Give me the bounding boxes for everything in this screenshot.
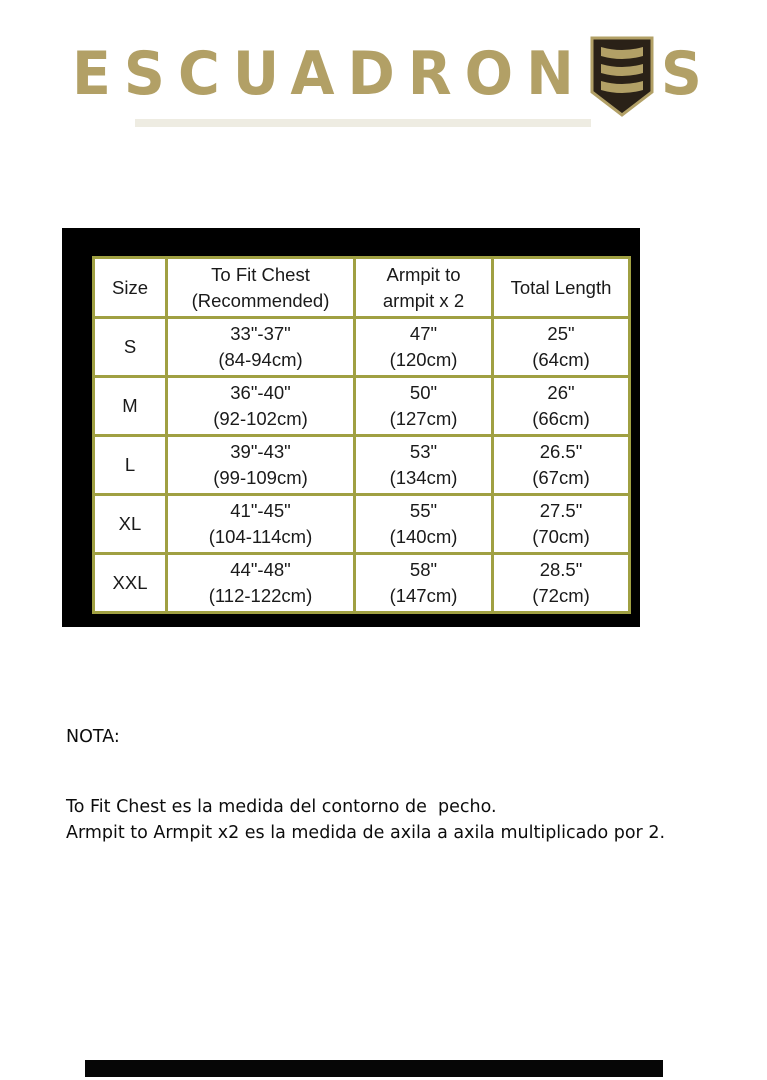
brand-name-part1: ESCUADRON: [72, 39, 587, 109]
cell-chest: [167, 436, 355, 495]
cell-length: [493, 495, 630, 554]
cell-inches: 50": [409, 382, 438, 403]
cell-armpit: [355, 377, 493, 436]
cell-inches: 36"-40": [230, 382, 291, 403]
cell-chest: [167, 318, 355, 377]
cell-armpit: [355, 495, 493, 554]
cell-inches: 44"-48": [230, 559, 291, 580]
cell-inches: 41"-45": [230, 500, 291, 521]
cell-armpit: [355, 318, 493, 377]
cell-chest: [167, 554, 355, 613]
cell-inches: 33"-37": [230, 323, 291, 344]
cell-cm: (147cm): [389, 585, 458, 606]
cell-cm: (127cm): [389, 408, 458, 429]
column-header-length: Total Length: [493, 258, 630, 318]
cell-size: XXL: [94, 554, 167, 613]
cell-size: M: [94, 377, 167, 436]
table-header-row: [94, 258, 630, 318]
cell-length: [493, 377, 630, 436]
cell-inches: 39"-43": [230, 441, 291, 462]
table-row: [94, 318, 630, 377]
column-header-size: Size: [94, 258, 167, 318]
notes-body: [66, 794, 676, 846]
cell-cm: (84-94cm): [218, 349, 303, 370]
brand-name-part2: S: [660, 39, 702, 109]
size-chart-frame: [62, 228, 640, 627]
chevron-shield-icon: [589, 36, 655, 118]
cell-inches: 26.5": [539, 441, 583, 462]
table-row: [94, 436, 630, 495]
cell-length: [493, 436, 630, 495]
cell-inches: 47": [409, 323, 438, 344]
cell-inches: 25": [547, 323, 575, 344]
cell-cm: (66cm): [532, 408, 590, 429]
cell-cm: (67cm): [532, 467, 590, 488]
cell-armpit: [355, 554, 493, 613]
cell-cm: (70cm): [532, 526, 590, 547]
bottom-black-bar: [85, 1060, 663, 1077]
logo-underline-bar: [135, 119, 591, 127]
notes-section: [66, 724, 676, 846]
cell-cm: (104-114cm): [208, 526, 313, 547]
cell-cm: (92-102cm): [213, 408, 308, 429]
cell-inches: 55": [409, 500, 438, 521]
cell-cm: (140cm): [389, 526, 458, 547]
cell-cm: (120cm): [389, 349, 458, 370]
cell-inches: 27.5": [539, 500, 583, 521]
cell-size: L: [94, 436, 167, 495]
brand-logo: [72, 39, 702, 118]
cell-size: XL: [94, 495, 167, 554]
table-row: [94, 495, 630, 554]
cell-cm: (112-122cm): [208, 585, 313, 606]
note-line-armpit: Armpit to Armpit x2 es la medida de axila a axila multiplicado por 2.: [66, 823, 666, 843]
cell-inches: 58": [409, 559, 438, 580]
size-chart-table: [92, 256, 631, 614]
note-line-chest: To Fit Chest es la medida del contorno de pecho.: [66, 797, 497, 817]
cell-cm: (64cm): [532, 349, 590, 370]
cell-chest: [167, 377, 355, 436]
cell-armpit: [355, 436, 493, 495]
column-header-armpit: Armpit to armpit x 2: [355, 258, 493, 318]
cell-cm: (99-109cm): [213, 467, 308, 488]
cell-cm: (72cm): [532, 585, 590, 606]
table-row: [94, 554, 630, 613]
table-row: [94, 377, 630, 436]
cell-length: [493, 554, 630, 613]
cell-inches: 53": [409, 441, 438, 462]
cell-size: S: [94, 318, 167, 377]
cell-inches: 28.5": [539, 559, 583, 580]
cell-inches: 26": [547, 382, 575, 403]
cell-length: [493, 318, 630, 377]
cell-chest: [167, 495, 355, 554]
cell-cm: (134cm): [389, 467, 458, 488]
column-header-chest: To Fit Chest (Recommended): [167, 258, 355, 318]
notes-title: NOTA:: [66, 727, 120, 747]
